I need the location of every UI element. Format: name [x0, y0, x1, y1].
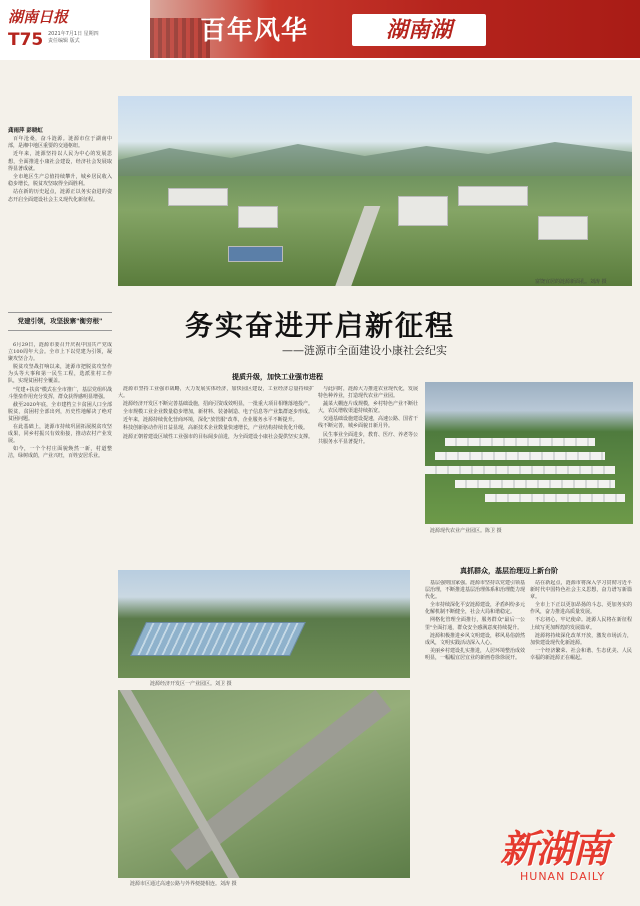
hero-caption: 富饶宜居的涟源新面孔。刘涛 摄 — [535, 279, 607, 285]
section-paragraph: 蔬菜大棚连片成规模，乡村特色产业不断壮大，农民增收渠道持续拓宽。 — [318, 401, 418, 415]
greenhouse-row — [485, 494, 625, 502]
farm-caption: 涟源现代农业产业园区。陈卫 摄 — [430, 528, 502, 534]
watermark-english: HUNAN DAILY — [520, 870, 606, 883]
building — [458, 186, 528, 206]
factory-roof — [130, 622, 306, 656]
section-paragraph: 与此同时，涟源大力推进农业现代化，发展特色种养业，打造现代农业产业园。 — [318, 386, 418, 400]
section-paragraph: 站在新起点，涟源市将深入学习贯彻习近平新时代中国特色社会主义思想，奋力谱写新篇章。 — [530, 580, 632, 601]
section-paragraph: 涟源经济开发区不断完善基础设施，招商引资成效明显，一批重大项目相继落地投产。 — [123, 401, 314, 408]
date-line — [48, 31, 118, 45]
section-paragraph: 全市上下正以更加昂扬的斗志、更加务实的作风，奋力推进高质量发展。 — [530, 602, 632, 616]
page-code: T75 — [8, 30, 44, 50]
lede-paragraph: 全市地区生产总值持续攀升，城乡居民收入稳步增长，脱贫攻坚取得全面胜利。 — [8, 174, 112, 188]
building — [168, 188, 228, 206]
lede-paragraph: 站在新的历史起点，涟源正以务实奋进的姿态开启全面建设社会主义现代化新征程。 — [8, 189, 112, 203]
mountain-backdrop — [118, 136, 632, 176]
section-paragraph: 全市持续深化平安涟源建设，矛盾纠纷多元化解机制不断健全，社会大局和谐稳定。 — [425, 602, 525, 616]
watermark-logo: 新湖南 — [500, 827, 609, 871]
sidebar-paragraph: 截至2020年底，全市建档立卡贫困人口全部脱贫，贫困村全部出列，历史性地解决了绝对贫困问题。 — [8, 401, 112, 422]
sidebar-paragraph: 在此基础上，涟源市持续巩固拓展脱贫攻坚成果，同乡村振兴有效衔接，推动农村产业发展。 — [8, 424, 112, 445]
editor-text: 责任编辑 版式 — [48, 38, 80, 44]
section-paragraph: 涟源正朝着建设区域性工业强市的目标阔步前进，为全面建设小康社会提供坚实支撑。 — [123, 433, 314, 440]
section-paragraph: 美丽乡村建设扎实推进，人居环境整治成效明显，一幅幅宜居宜业的新画卷徐徐展开。 — [425, 647, 525, 661]
sidebar-title: 党建引领，攻坚拔寨"衡穷根" — [8, 312, 112, 331]
section-paragraph: 涟源将持续深化改革开放，激发市场活力，加快建设现代化新涟源。 — [530, 632, 632, 646]
section1-column-b — [318, 386, 418, 564]
section-paragraph: 涟源市坚持工业强市战略，大力发展实体经济，加快园区建设，工业经济总量持续扩大。 — [118, 386, 314, 400]
farm-photo — [425, 382, 633, 524]
series-title: 百年风华 — [200, 16, 309, 46]
factory-photo — [118, 570, 410, 678]
section-paragraph: 不忘初心，牢记使命。涟源人民将在新征程上续写更加辉煌的发展篇章。 — [530, 617, 632, 631]
greenhouse-row — [435, 452, 605, 460]
building — [238, 206, 278, 228]
date-text: 2021年7月1日 星期四 — [48, 31, 99, 37]
section-paragraph: 近年来，涟源持续优化营商环境，深化"放管服"改革，企业服务水平不断提升。 — [123, 417, 298, 424]
sidebar-column — [8, 342, 112, 882]
masthead — [0, 0, 640, 60]
section-paragraph: 一个经济繁荣、社会和谐、生态优美、人民幸福的新涟源正在崛起。 — [530, 647, 632, 661]
byline: 龚雨萍 彭晓虹 — [8, 128, 43, 134]
section-paragraph: 科技创新驱动作用日益显现，高新技术企业数量快速增长，产业结构持续优化升级。 — [123, 425, 309, 432]
sidebar-paragraph: 如今，一个个村庄面貌焕然一新，村道整洁，绿树成荫，产业兴旺，百姓安居乐业。 — [8, 446, 112, 460]
lede-column — [8, 136, 112, 205]
highway — [171, 690, 392, 870]
lede-paragraph: 近年来，涟源坚持以人民为中心的发展思想，全面推进小康社会建设，经济社会发展取得显著成就。 — [8, 151, 112, 172]
section-paragraph: 基层强则国家强。涟源市坚持以党建引领基层治理，不断推进基层治理体系和治理能力现代化。 — [425, 580, 525, 601]
building — [538, 216, 588, 240]
section-title: 真抓群众，基层治理迈上新台阶 — [460, 567, 558, 575]
hero-photo — [118, 96, 632, 286]
solar-roof — [228, 246, 283, 262]
newspaper-logo: 湖南日报 — [8, 8, 69, 26]
sidebar-paragraph: 脱贫攻坚战打响以来，涟源市把脱贫攻坚作为头等大事和第一民生工程，选派驻村工作队，实现贫困村全覆盖。 — [8, 364, 112, 385]
article-subheadline: ——涟源市全面建设小康社会纪实 — [282, 344, 447, 357]
greenhouse-row — [455, 480, 615, 488]
factory-caption: 涟源经济开发区一产业园区。刘卫 摄 — [150, 681, 232, 687]
greenhouse-row — [425, 466, 615, 474]
sidebar-paragraph: 6月29日，涟源市委召开庆祝中国共产党成立100周年大会。全市上下以党建为引领，凝聚攻坚合力。 — [8, 342, 112, 363]
section-paragraph: 网格化管理全面推行，服务群众"最后一公里"全面打通，群众安全感满意度持续提升。 — [425, 617, 525, 631]
aerial-photo — [118, 690, 410, 878]
section2-column-b — [530, 580, 632, 810]
series-subtitle: 湖南湖 — [352, 14, 486, 46]
section-paragraph: 全市规模工业企业数量稳步增加，新材料、装备制造、电子信息等产业集群逐步形成。 — [123, 409, 314, 416]
section-paragraph: 民生事业全面进步，教育、医疗、养老等公共服务水平显著提升。 — [318, 431, 418, 445]
building — [398, 196, 448, 226]
section-paragraph: 涟源积极推进乡风文明建设，移风易俗蔚然成风，文明实践活动深入人心。 — [425, 632, 525, 646]
greenhouse-row — [445, 438, 595, 446]
section-paragraph: 交通基础设施建设提速，高速公路、国省干线不断完善，城乡面貌日新月异。 — [318, 416, 418, 430]
aerial-caption: 涟源市区通过高速公路与外界便捷相连。刘涛 摄 — [130, 881, 237, 887]
section1-column-a — [118, 386, 314, 564]
main-road — [332, 206, 381, 286]
sidebar-paragraph: "党建+扶贫"模式在全市推广，基层党组织战斗堡垒作用充分发挥，群众获得感明显增强。 — [8, 386, 112, 400]
section-title: 提质升级，加快工业强市进程 — [232, 373, 323, 381]
lede-paragraph: 百年沧桑，奋斗涟源。涟源市位于湖南中部，是湘中地区重要的交通枢纽。 — [8, 136, 112, 150]
article-headline: 务实奋进开启新征程 — [184, 309, 455, 342]
